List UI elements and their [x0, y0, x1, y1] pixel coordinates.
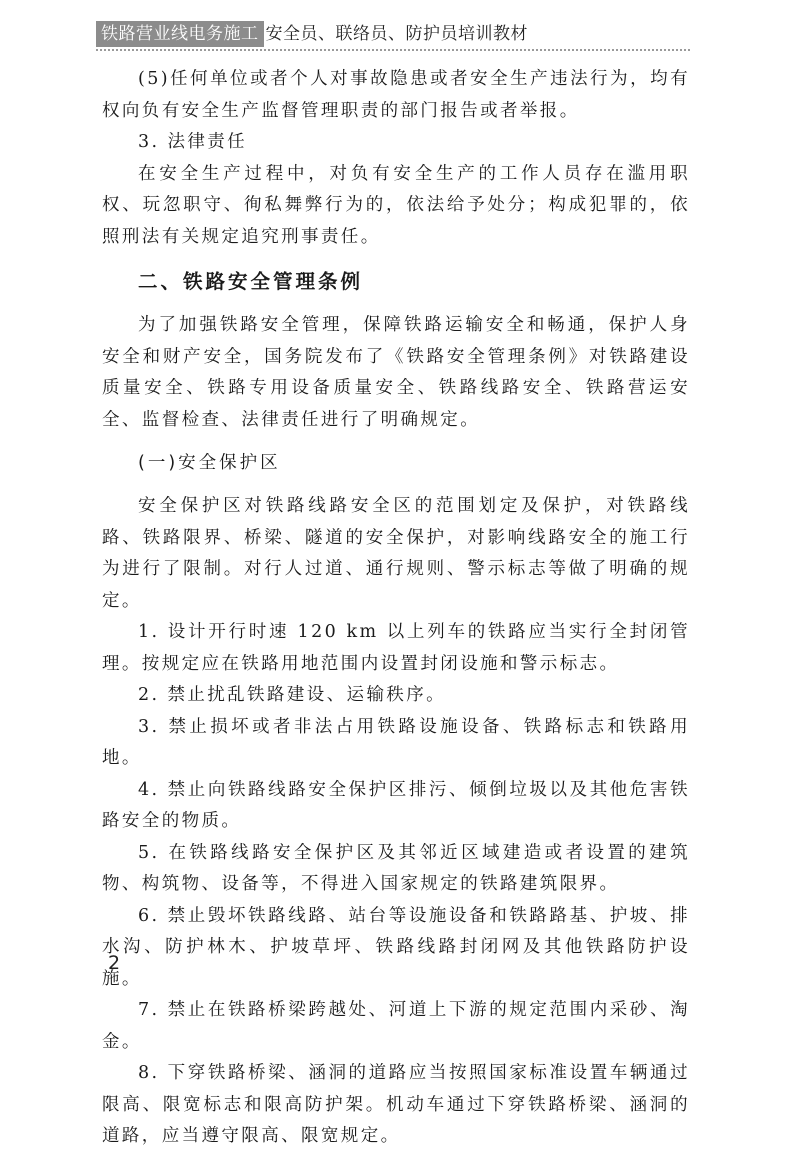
page-number: 2 [108, 952, 121, 974]
book-title: 安全员、联络员、防护员培训教材 [265, 24, 528, 44]
list-item: 4. 禁止向铁路线路安全保护区排污、倾倒垃圾以及其他危害铁路安全的物质。 [102, 779, 690, 831]
list-item: 1. 设计开行时速 120 km 以上列车的铁路应当实行全封闭管理。按规定应在铁路用地范围内设置封闭设施和警示标志。 [102, 622, 690, 674]
list-item: 8. 下穿铁路桥梁、涵洞的道路应当按照国家标准设置车辆通过限高、限宽标志和限高防护架。机动车通过下穿铁路桥梁、涵洞的道路，应当遵守限高、限宽规定。 [102, 1063, 690, 1146]
list-item: 6. 禁止毁坏铁路线路、站台等设施设备和铁路路基、护坡、排水沟、防护林木、护坡草坪、铁路线路封闭网及其他铁路防护设施。 [102, 905, 690, 989]
paragraph-regulation-intro: 为了加强铁路安全管理，保障铁路运输安全和畅通，保护人身安全和财产安全，国务院发布了《铁路安全管理条例》对铁路建设质量安全、铁路专用设备质量安全、铁路线路安全、铁路营运安全、监督检查、法律责任进行了明确规定。 [102, 315, 690, 430]
running-header [96, 21, 528, 47]
series-tag: 铁路营业线电务施工 [96, 21, 264, 47]
page-body [102, 64, 690, 1153]
header-divider [96, 49, 690, 51]
list-item: 2. 禁止扰乱铁路建设、运输秩序。 [138, 685, 447, 705]
list-item: 5. 在铁路线路安全保护区及其邻近区域建造或者设置的建筑物、构筑物、设备等，不得进入国家规定的铁路建筑限界。 [102, 842, 690, 894]
list-item: 3. 禁止损坏或者非法占用铁路设施设备、铁路标志和铁路用地。 [102, 716, 690, 768]
paragraph-report-rights: (5)任何单位或者个人对事故隐患或者安全生产违法行为，均有权向负有安全生产监督管理职责的部门报告或者举报。 [102, 69, 690, 121]
section-title: 二、铁路安全管理条例 [138, 270, 364, 293]
subheading-legal-liability: 3. 法律责任 [138, 132, 248, 152]
list-item: 7. 禁止在铁路桥梁跨越处、河道上下游的规定范围内采砂、淘金。 [102, 1000, 690, 1052]
paragraph-protection-zone: 安全保护区对铁路线路安全区的范围划定及保护，对铁路线路、铁路限界、桥梁、隧道的安全保护，对影响线路安全的施工行为进行了限制。对行人过道、通行规则、警示标志等做了明确的规定。 [102, 496, 690, 611]
subsection-title: (一)安全保护区 [138, 453, 281, 473]
paragraph-legal-liability: 在安全生产过程中，对负有安全生产的工作人员存在滥用职权、玩忽职守、徇私舞弊行为的，依法给予处分；构成犯罪的，依照刑法有关规定追究刑事责任。 [102, 163, 690, 247]
